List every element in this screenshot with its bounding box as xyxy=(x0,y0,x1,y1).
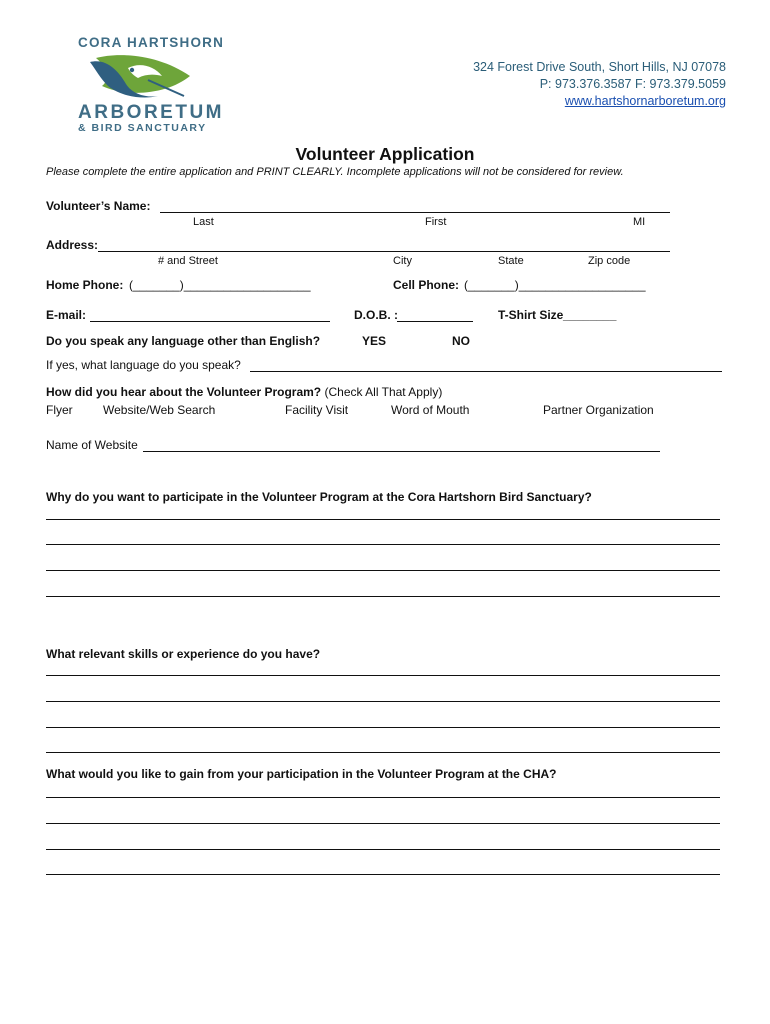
skills-answer-line[interactable] xyxy=(46,752,720,753)
hear-option-facility-visit[interactable]: Facility Visit xyxy=(285,403,349,417)
name-sub-first: First xyxy=(425,216,447,228)
bird-leaf-logo-icon xyxy=(88,50,198,102)
why-answer-line[interactable] xyxy=(46,544,720,545)
home-phone-label: Home Phone: xyxy=(46,278,124,292)
hear-option-flyer[interactable]: Flyer xyxy=(46,403,73,417)
gain-answer-line[interactable] xyxy=(46,797,720,798)
hear-option-partner[interactable]: Partner Organization xyxy=(543,403,654,417)
dob-field[interactable] xyxy=(397,321,473,322)
why-question: Why do you want to participate in the Volunteer Program at the Cora Hartshorn Bird Sanctuary? xyxy=(46,490,592,504)
why-answer-line[interactable] xyxy=(46,519,720,520)
website-name-label: Name of Website xyxy=(46,438,138,452)
gain-question: What would you like to gain from your participation in the Volunteer Program at the CHA? xyxy=(46,767,557,781)
address-sub-city: City xyxy=(393,255,412,267)
language-yes-option[interactable]: YES xyxy=(362,334,387,348)
org-phone-fax: P: 973.376.3587 F: 973.379.5059 xyxy=(539,77,726,91)
page-title: Volunteer Application xyxy=(295,144,475,164)
gain-answer-line[interactable] xyxy=(46,823,720,824)
name-field[interactable] xyxy=(160,212,670,213)
email-field[interactable] xyxy=(90,321,330,322)
hear-option-website[interactable]: Website/Web Search xyxy=(103,403,216,417)
gain-answer-line[interactable] xyxy=(46,849,720,850)
cell-phone-field[interactable]: (_______)___________________ xyxy=(464,278,646,292)
hear-question: How did you hear about the Volunteer Program? xyxy=(46,385,322,399)
skills-answer-line[interactable] xyxy=(46,675,720,676)
gain-answer-line[interactable] xyxy=(46,874,720,875)
logo-org-line2: ARBORETUM xyxy=(78,102,224,123)
hear-note: (Check All That Apply) xyxy=(324,385,443,399)
tshirt-label: T-Shirt Size xyxy=(498,308,564,322)
hear-option-word-of-mouth[interactable]: Word of Mouth xyxy=(391,403,470,417)
address-sub-zip: Zip code xyxy=(588,255,631,267)
name-sub-last: Last xyxy=(193,216,214,228)
why-answer-line[interactable] xyxy=(46,570,720,571)
logo-org-line3: & BIRD SANCTUARY xyxy=(78,122,207,134)
language-no-option[interactable]: NO xyxy=(452,334,470,348)
org-website-link[interactable]: www.hartshornarboretum.org xyxy=(564,94,726,108)
email-label: E-mail: xyxy=(46,308,87,322)
tshirt-field[interactable]: ________ xyxy=(563,308,617,322)
home-phone-field[interactable]: (_______)___________________ xyxy=(129,278,311,292)
skills-answer-line[interactable] xyxy=(46,701,720,702)
logo-org-line1: CORA HARTSHORN xyxy=(78,35,225,50)
address-label: Address: xyxy=(46,238,99,252)
cell-phone-label: Cell Phone: xyxy=(393,278,460,292)
language-followup-label: If yes, what language do you speak? xyxy=(46,358,241,372)
org-address: 324 Forest Drive South, Short Hills, NJ 07078 xyxy=(473,60,726,74)
language-question: Do you speak any language other than English? xyxy=(46,334,321,348)
address-field[interactable] xyxy=(98,251,670,252)
why-answer-line[interactable] xyxy=(46,596,720,597)
address-sub-state: State xyxy=(498,255,524,267)
skills-answer-line[interactable] xyxy=(46,727,720,728)
form-instructions: Please complete the entire application and PRINT CLEARLY. Incomplete applications will not be considered for review. xyxy=(46,166,624,178)
name-sub-mi: MI xyxy=(633,216,646,228)
name-label: Volunteer’s Name: xyxy=(46,199,151,213)
address-sub-street: # and Street xyxy=(158,255,218,267)
website-name-field[interactable] xyxy=(143,451,660,452)
language-field[interactable] xyxy=(250,371,722,372)
dob-label: D.O.B. : xyxy=(354,308,398,322)
skills-question: What relevant skills or experience do you have? xyxy=(46,647,321,661)
